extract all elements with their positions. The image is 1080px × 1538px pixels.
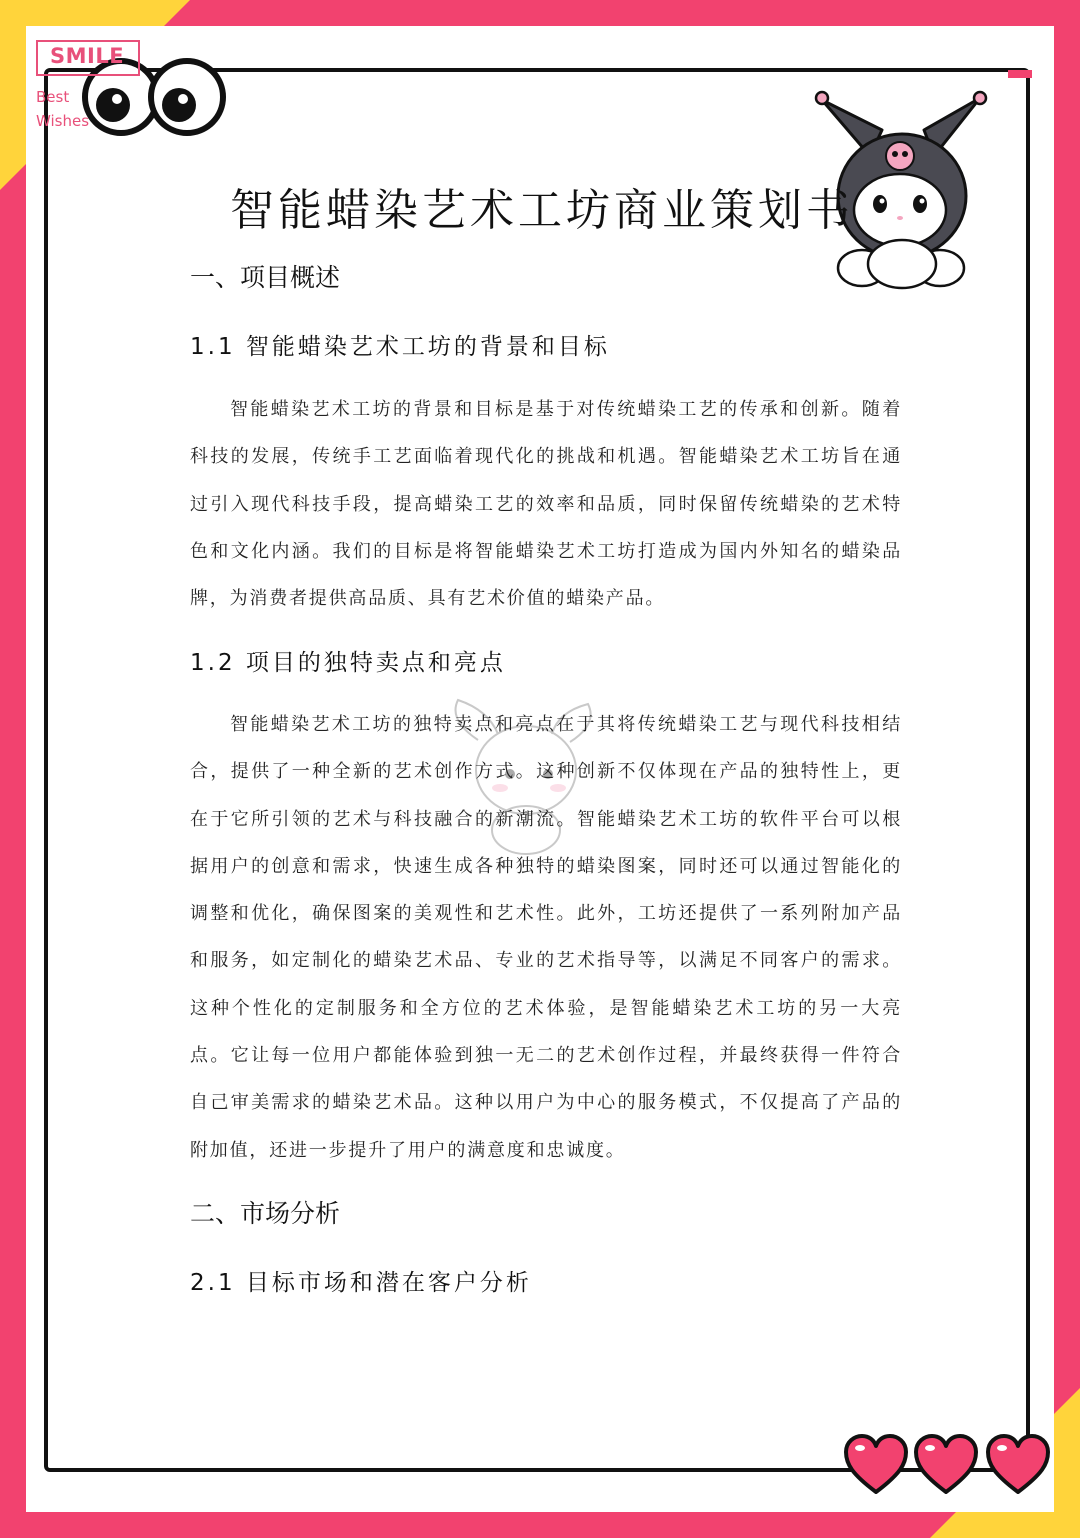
smile-logo bbox=[36, 40, 196, 140]
smile-logo-best: Best bbox=[36, 88, 70, 106]
document-title: 智能蜡染艺术工坊商业策划书 bbox=[230, 185, 854, 236]
subsection-heading-highlights: 1.2 项目的独特卖点和亮点 bbox=[190, 650, 506, 676]
paragraph-highlights: 智能蜡染艺术工坊的独特卖点和亮点在于其将传统蜡染工艺与现代科技相结合，提供了一种全新的艺术创作方式。这种创新不仅体现在产品的独特性上，更在于它所引领的艺术与科技融合的新潮流。智能蜡染艺术工坊的软件平台可以根据用户的创意和需求，快速生成各种独特的蜡染图案，同时还可以通过智能化的调整和优化，确保图案的美观性和艺术性。此外，工坊还提供了一系列附加产品和服务，如定制化的蜡染艺术品、专业的艺术指导等，以满足不同客户的需求。这种个性化的定制服务和全方位的艺术体验，是智能蜡染艺术工坊的另一大亮点。它让每一位用户都能体验到独一无二的艺术创作过程，并最终获得一件符合自己审美需求的蜡染艺术品。这种以用户为中心的服务模式，不仅提高了产品的附加值，还进一步提升了用户的满意度和忠诚度。 bbox=[190, 714, 902, 1161]
subsection-heading-background: 1.1 智能蜡染艺术工坊的背景和目标 bbox=[190, 334, 610, 360]
smile-logo-text: SMILE bbox=[50, 44, 125, 68]
googly-eye-right-icon bbox=[148, 58, 226, 136]
subsection-heading-target-market: 2.1 目标市场和潜在客户分析 bbox=[190, 1270, 532, 1296]
section-heading-overview: 一、项目概述 bbox=[190, 263, 341, 292]
section-heading-market: 二、市场分析 bbox=[190, 1199, 341, 1228]
sheet-tab-accent bbox=[1008, 70, 1032, 78]
three-hearts-icon bbox=[842, 1434, 1056, 1496]
paragraph-background: 智能蜡染艺术工坊的背景和目标是基于对传统蜡染工艺的传承和创新。随着科技的发展，传统手工艺面临着现代化的挑战和机遇。智能蜡染艺术工坊旨在通过引入现代科技手段，提高蜡染工艺的效率和品质，同时保留传统蜡染的艺术特色和文化内涵。我们的目标是将智能蜡染艺术工坊打造成为国内外知名的蜡染品牌，为消费者提供高品质、具有艺术价值的蜡染产品。 bbox=[190, 399, 902, 610]
smile-logo-wishes: Wishes bbox=[36, 112, 90, 130]
